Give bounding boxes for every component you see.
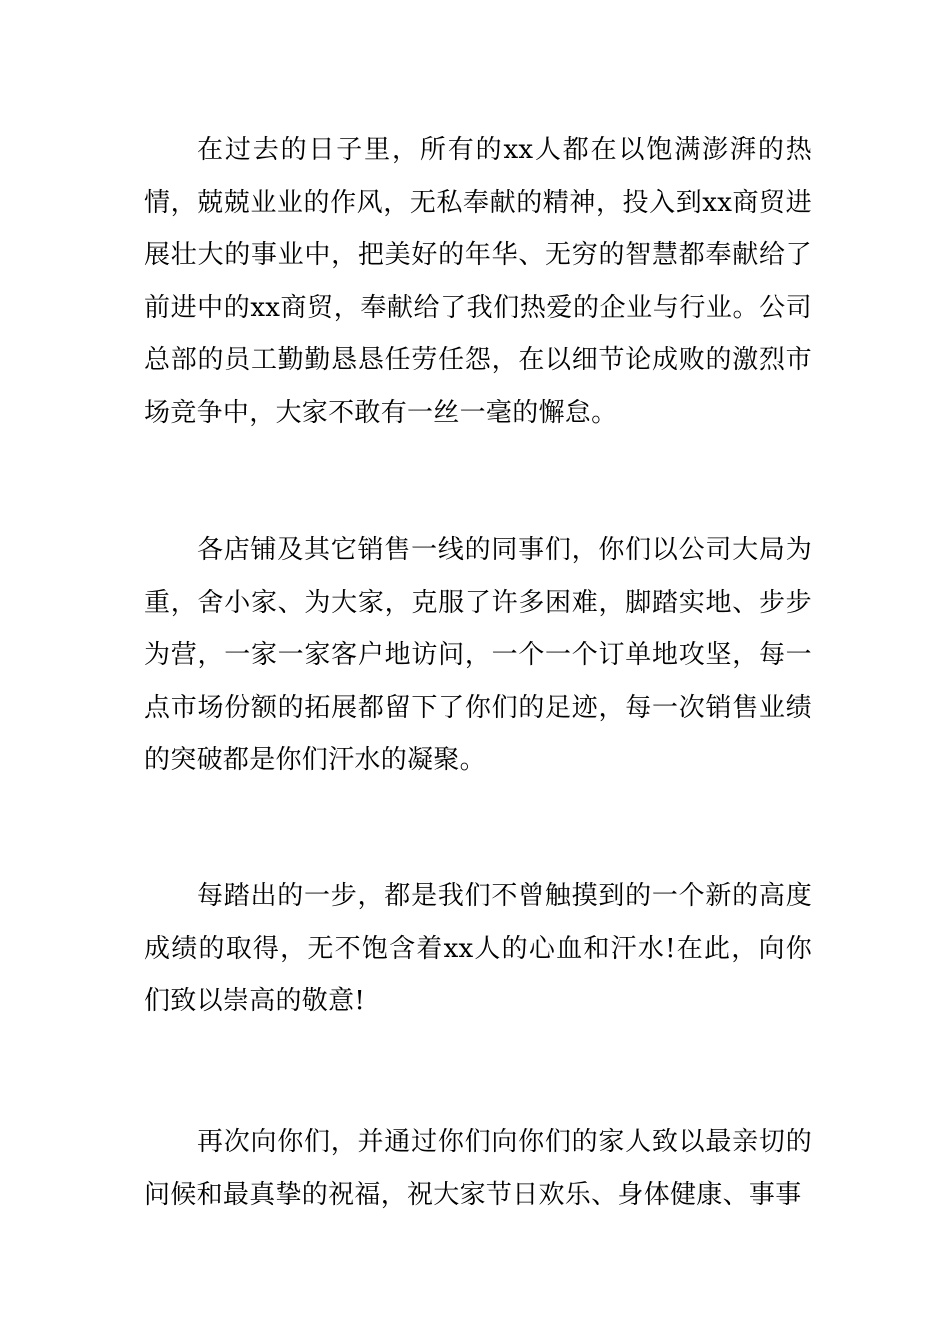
paragraph-1: 在过去的日子里，所有的xx人都在以饱满澎湃的热情，兢兢业业的作风，无私奉献的精神，投入到xx商贸进展壮大的事业中，把美好的年华、无穷的智慧都奉献给了前进中的xx商贸，奉献给了我们热爱的企业与行业。公司总部的员工勤勤恳恳任劳任怨，在以细节论成败的激烈市场竞争中，大家不敢有一丝一毫的懈怠。 bbox=[144, 135, 812, 428]
paragraph-3: 每踏出的一步，都是我们不曾触摸到的一个新的高度成绩的取得，无不饱含着xx人的心血和汗水!在此，向你们致以崇高的敬意! bbox=[144, 881, 812, 1016]
paragraph-4: 再次向你们，并通过你们向你们的家人致以最亲切的问候和最真挚的祝福，祝大家节日欢乐、身体健康、事事 bbox=[144, 1127, 812, 1210]
paragraph-2: 各店铺及其它销售一线的同事们，你们以公司大局为重，舍小家、为大家，克服了许多困难，脚踏实地、步步为营，一家一家客户地访问，一个一个订单地攻坚，每一点市场份额的拓展都留下了你们的足迹，每一次销售业绩的突破都是你们汗水的凝聚。 bbox=[144, 535, 812, 775]
